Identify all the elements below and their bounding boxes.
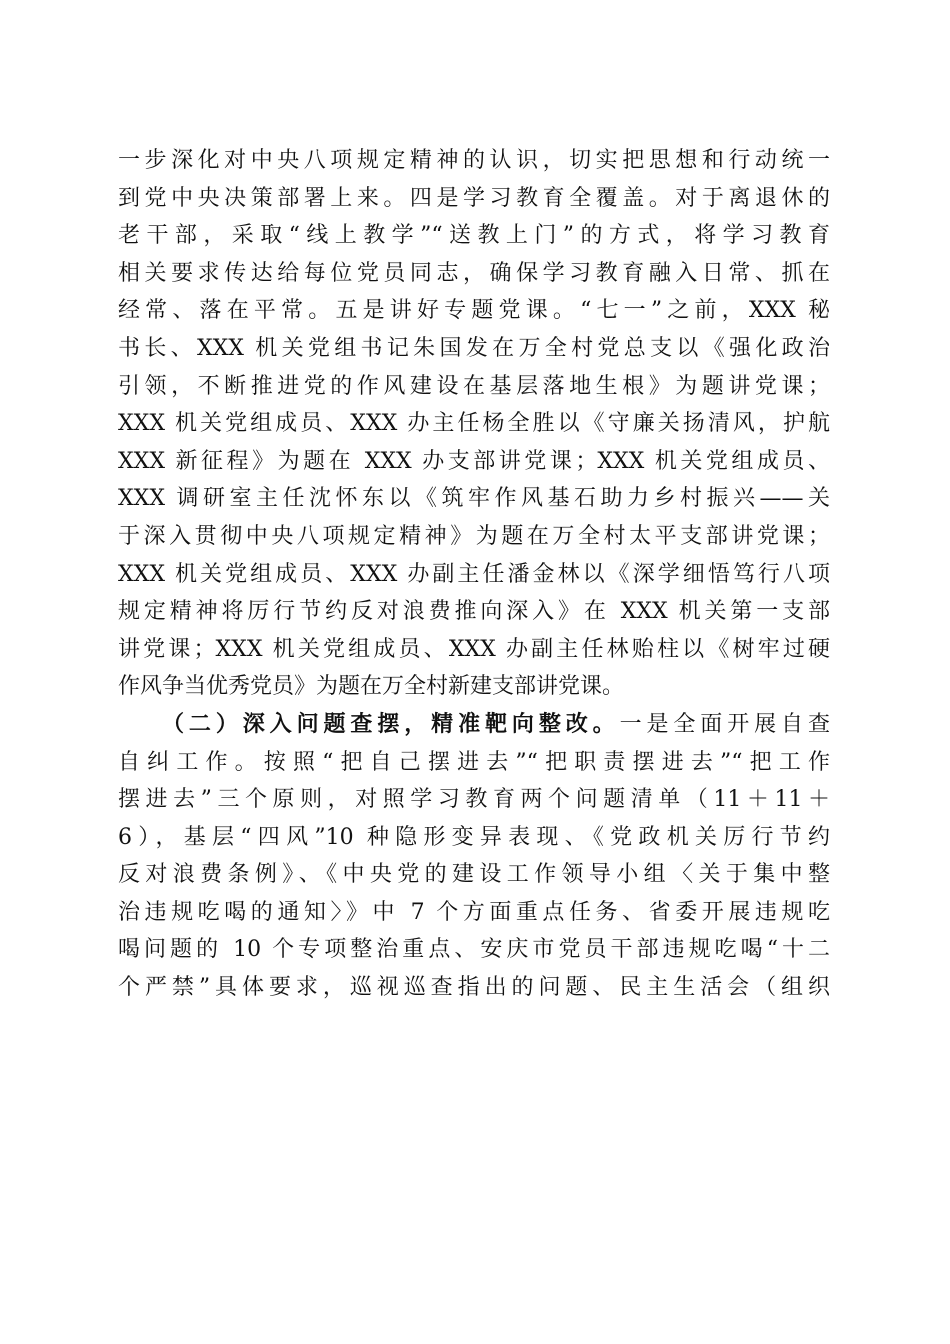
text-run: 一是全面开展自查 bbox=[619, 711, 830, 737]
text-line: 规定精神将厉行节约反对浪费推向深入》在 XXX 机关第一支部 bbox=[118, 599, 830, 625]
text-line: XXX 新征程》为题在 XXX 办支部讲党课；XXX 机关党组成员、 bbox=[118, 448, 830, 474]
text-line: XXX 机关党组成员、XXX 办副主任潘金林以《深学细悟笃行八项 bbox=[118, 561, 830, 587]
paragraph-2 bbox=[118, 706, 830, 1007]
text-line: 作风争当优秀党员》为题在万全村新建支部讲党课。 bbox=[118, 674, 625, 700]
text-line: 一步深化对中央八项规定精神的认识，切实把思想和行动统一 bbox=[118, 148, 830, 173]
text-line: 讲党课；XXX 机关党组成员、XXX 办副主任林贻柱以《树牢过硬 bbox=[118, 636, 830, 662]
text-line: 喝问题的 10 个专项整治重点、安庆市党员干部违规吃喝“十二 bbox=[118, 937, 830, 963]
section-heading: （二）深入问题查摆，精准靶向整改。 bbox=[162, 710, 620, 737]
text-line: 到党中央决策部署上来。四是学习教育全覆盖。对于离退休的 bbox=[118, 185, 830, 211]
text-line: 6），基层“四风”10 种隐形变异表现、《党政机关厉行节约 bbox=[118, 824, 830, 850]
paragraph-1 bbox=[118, 142, 830, 706]
text-line: 治违规吃喝的通知〉》中 7 个方面重点任务、省委开展违规吃 bbox=[118, 899, 830, 925]
text-line: 于深入贯彻中央八项规定精神》为题在万全村太平支部讲党课； bbox=[118, 523, 830, 549]
text-line: 老干部，采取“线上教学”“送教上门”的方式，将学习教育 bbox=[118, 223, 830, 249]
text-line: XXX 机关党组成员、XXX 办主任杨全胜以《守廉关扬清风，护航 bbox=[118, 411, 830, 437]
text-line: 经常、落在平常。五是讲好专题党课。“七一”之前，XXX 秘 bbox=[118, 298, 830, 324]
text-line bbox=[118, 706, 830, 744]
text-line: 反对浪费条例》、《中央党的建设工作领导小组〈关于集中整 bbox=[118, 862, 830, 888]
text-line: 自纠工作。按照“把自己摆进去”“把职责摆进去”“把工作 bbox=[118, 749, 830, 775]
text-line: 引领，不断推进党的作风建设在基层落地生根》为题讲党课； bbox=[118, 373, 830, 399]
text-line: 书长、XXX 机关党组书记朱国发在万全村党总支以《强化政治 bbox=[118, 335, 830, 361]
text-line: 相关要求传达给每位党员同志，确保学习教育融入日常、抓在 bbox=[118, 260, 830, 286]
document-page bbox=[118, 142, 830, 1007]
text-line: 摆进去”三个原则，对照学习教育两个问题清单（11＋11＋ bbox=[118, 787, 830, 813]
text-line: XXX 调研室主任沈怀东以《筑牢作风基石助力乡村振兴——关 bbox=[118, 486, 830, 512]
text-line: 个严禁”具体要求，巡视巡查指出的问题、民主生活会（组织 bbox=[118, 975, 830, 1001]
